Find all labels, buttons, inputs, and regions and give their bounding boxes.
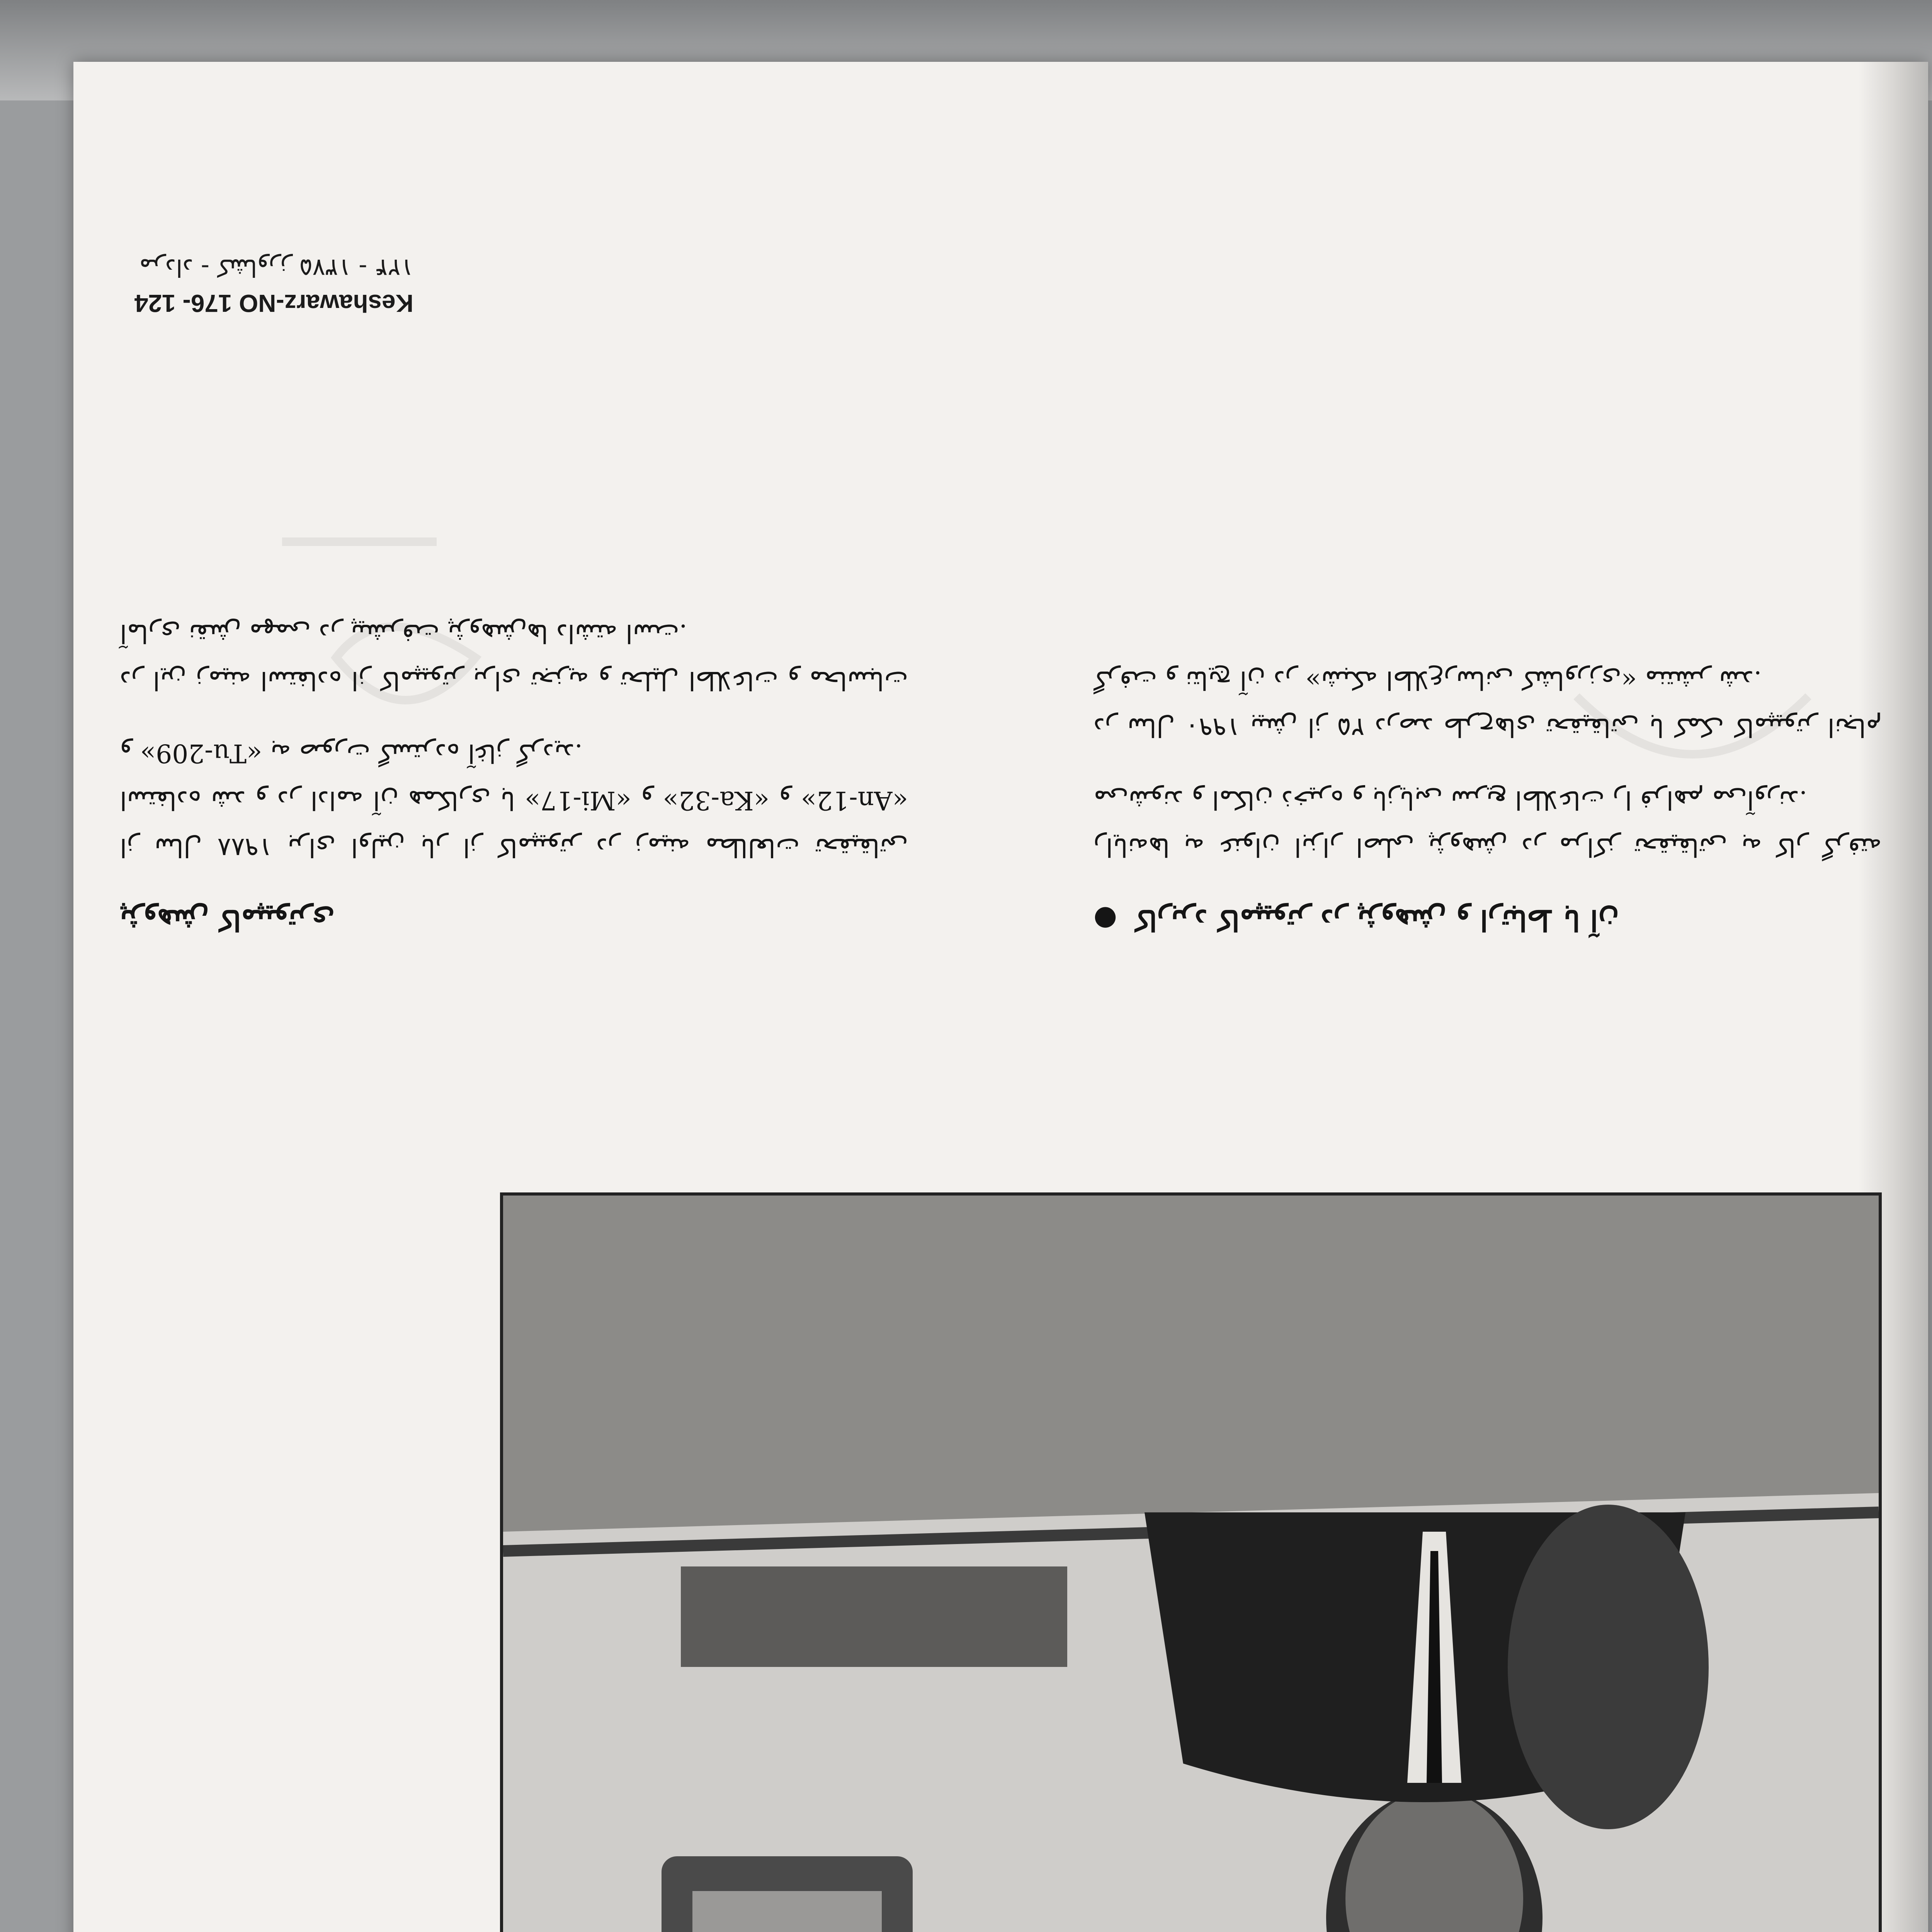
bullet-heading-text: کاربرد کامپیوتر در پژوهش و ارتباط با آن	[1134, 903, 1619, 937]
paragraph: در سال ۱۹۹۰ بیش از ۲۵ درصد طرح‌های تحقیقاتی با کمک کامپیوتر انجام گرفت و نتایج آن در «شبکه اطلاع‌رسانی کشاورزی» منتشر شد.	[1094, 665, 1882, 742]
folio	[97, 254, 413, 318]
paragraph: از سال ۱۹۸۸ برای اولین بار از کامپیوتر در زمینه مطالعات تحقیقاتی استفاده شد و در ادامه آن همکاری با «Mi-17» و «Ka-32» و «An-12» و «Tu-209» به صورت گسترده آغاز گردید.	[119, 738, 908, 862]
rotated-page-content	[73, 62, 1928, 1932]
paragraph: در این زمینه استفاده از کامپیوتر برای تجزیه و تحلیل اطلاعات و محاسبات آماری نقش مهمی در پیشرفت پژوهش‌ها داشته است.	[120, 619, 908, 696]
article-photo	[500, 1192, 1882, 1932]
bullet-heading	[1094, 896, 1882, 944]
article-column-right	[120, 584, 908, 959]
folio-farsi: ۱۲۴ - ۱۳۷۵ مرداد - کشاورز	[139, 254, 413, 282]
section-heading: پژوهش کامپیوتری	[120, 903, 335, 937]
magazine-page	[73, 62, 1928, 1932]
bullet-icon: ●	[1094, 904, 1117, 936]
article-column-left	[1094, 631, 1882, 959]
photo-man-with-computer	[503, 1196, 1879, 1932]
paragraph: رایانه‌ها به عنوان ابزار اصلی پژوهش در مراکز تحقیقاتی به کار گرفته می‌شوند و امکان ذخیره و بازیابی سریع اطلاعات را فراهم می‌آورند.	[1094, 785, 1882, 862]
folio-latin: Keshawarz-NO 176- 124	[134, 289, 413, 317]
